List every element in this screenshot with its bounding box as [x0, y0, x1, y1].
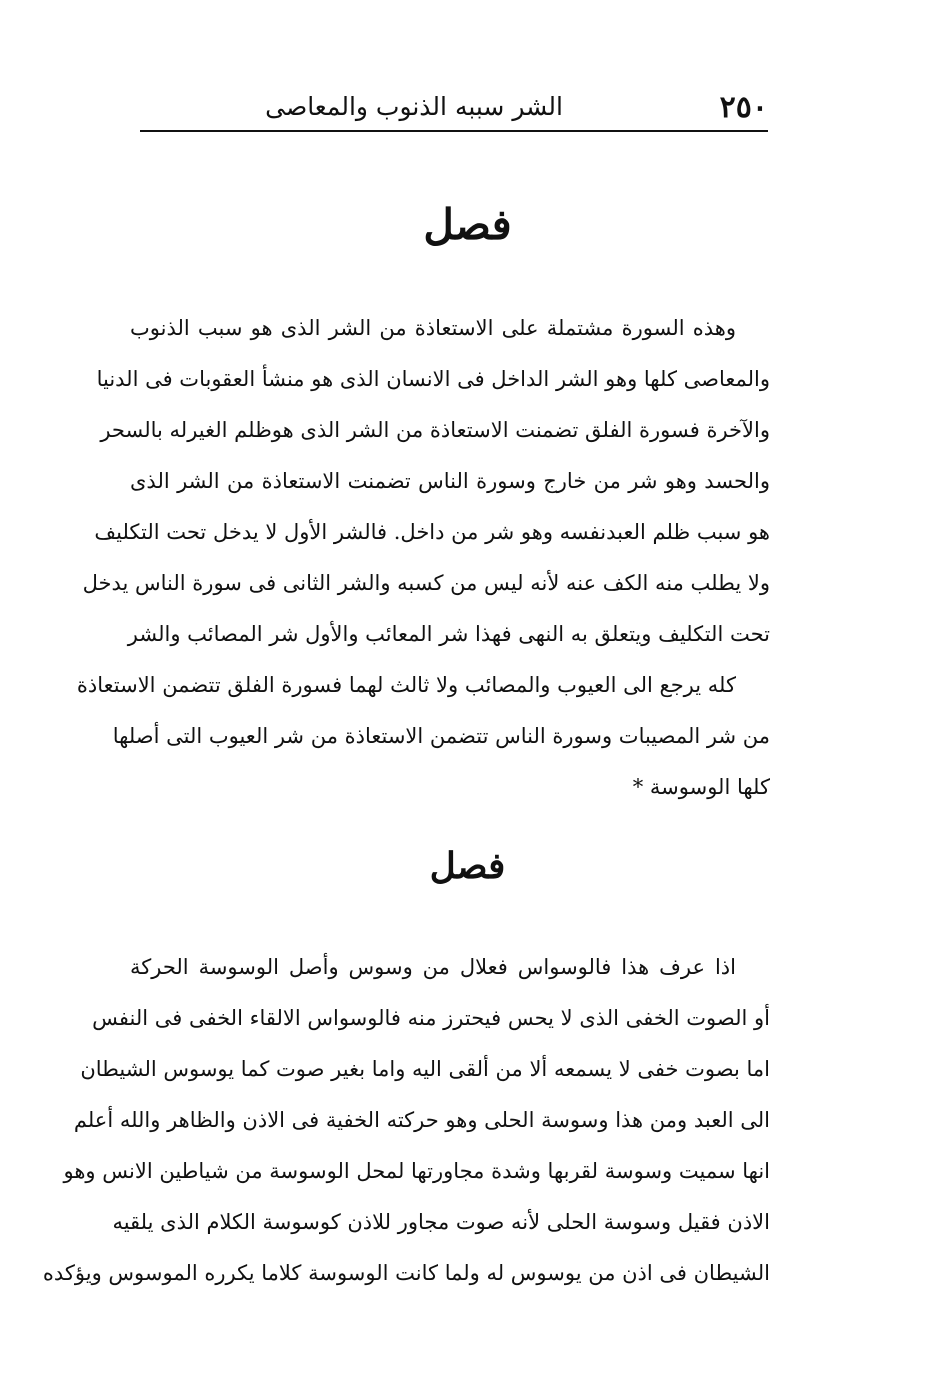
text-line: انها سميت وسوسة لقربها وشدة مجاورتها لمحل الوسوسة من شياطين الانس وهو: [63, 1159, 770, 1183]
text-line: كله يرجع الى العيوب والمصائب ولا ثالث لهما فسورة الفلق تتضمن الاستعاذة: [76, 673, 736, 697]
text-line: كلها الوسوسة *: [632, 775, 770, 799]
text-line: الشيطان فى اذن من يوسوس له ولما كانت الوسوسة كلاما يكرره الموسوس ويؤكده: [42, 1261, 770, 1285]
text-line: ولا يطلب منه الكف عنه لأنه ليس من كسبه والشر الثانى فى سورة الناس يدخل: [82, 571, 770, 595]
section-heading: فصل: [423, 200, 512, 249]
text-line: أو الصوت الخفى الذى لا يحس فيحترز منه فالوسواس الالقاء الخفى فى النفس: [92, 1006, 770, 1030]
text-line: اما بصوت خفى لا يسمعه ألا من ألقى اليه واما بغير صوت كما يوسوس الشيطان: [80, 1057, 770, 1081]
text-line: تحت التكليف ويتعلق به النهى فهذا شر المعائب والأول شر المصائب والشر: [127, 622, 770, 646]
text-line: والمعاصى كلها وهو الشر الداخل فى الانسان الذى هو منشأ العقوبات فى الدنيا: [96, 367, 770, 391]
text-line: والآخرة فسورة الفلق تضمنت الاستعاذة من الشر الذى هوظلم الغيرله بالسحر: [100, 418, 770, 442]
running-header: [140, 88, 768, 132]
text-line: وهذه السورة مشتملة على الاستعاذة من الشر الذى هو سبب الذنوب: [130, 316, 736, 340]
text-line: هو سبب ظلم العبدنفسه وهو شر من داخل. فالشر الأول لا يدخل تحت التكليف: [94, 520, 770, 544]
paragraph: [76, 303, 770, 813]
header-rule: [140, 130, 768, 132]
page-number: ٢٥٠: [719, 90, 768, 125]
text-line: من شر المصيبات وسورة الناس تتضمن الاستعاذة من شر العيوب التى أصلها: [112, 724, 770, 748]
text-line: الى العبد ومن هذا وسوسة الحلى وهو حركته الخفية فى الاذن والظاهر والله أعلم: [73, 1108, 770, 1132]
running-title: الشر سببه الذنوب والمعاصى: [265, 92, 563, 121]
paragraph: [42, 942, 770, 1299]
text-line: اذا عرف هذا فالوسواس فعلال من وسوس وأصل الوسوسة الحركة: [130, 955, 736, 979]
text-line: الاذن فقيل وسوسة الحلى لأنه صوت مجاور للاذن كوسوسة الكلام الذى يلقيه: [112, 1210, 770, 1234]
text-line: والحسد وهو شر من خارج وسورة الناس تضمنت الاستعاذة من الشر الذى: [130, 469, 770, 493]
section-heading: فصل: [429, 845, 506, 887]
